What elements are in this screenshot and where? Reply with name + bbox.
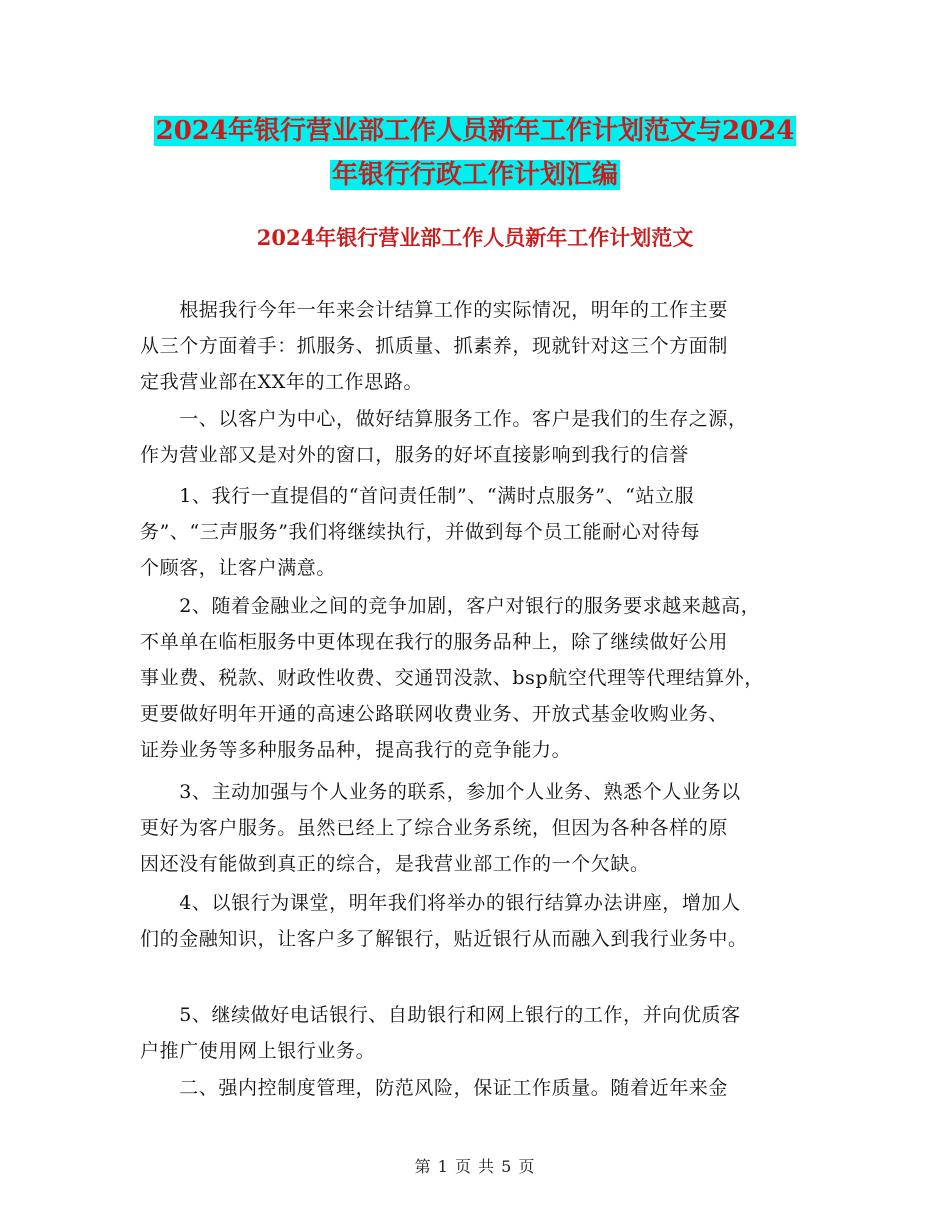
page-number-footer: 第 1 页 共 5 页 — [414, 1157, 536, 1176]
paragraph-item-2 — [140, 588, 820, 768]
paragraph-section-one — [140, 401, 820, 473]
document-title-line-2 — [0, 148, 950, 202]
paragraph-line: 因还没有能做到真正的综合，是我营业部工作的一个欠缺。 — [140, 853, 650, 875]
paragraph-line: 更好为客户服务。虽然已经上了综合业务系统，但因为各种各样的原 — [140, 817, 729, 839]
paragraph-line: 证券业务等多种服务品种，提高我行的竞争能力。 — [140, 739, 572, 761]
paragraph-intro — [140, 292, 820, 400]
document-title-text-2: 年银行行政工作计划汇编 — [331, 160, 618, 190]
paragraph-line: 作为营业部又是对外的窗口，服务的好坏直接影响到我行的信誉 — [140, 444, 689, 466]
paragraph-line: 户推广使用网上银行业务。 — [140, 1040, 376, 1062]
paragraph-line: 一、以客户为中心，做好结算服务工作。客户是我们的生存之源， — [140, 408, 748, 430]
paragraph-line: 们的金融知识，让客户多了解银行，贴近银行从而融入到我行业务中。 — [140, 928, 748, 950]
paragraph-line: 3、主动加强与个人业务的联系，参加个人业务、熟悉个人业务以 — [140, 781, 741, 803]
paragraph-line: 务”、“三声服务”我们将继续执行，并做到每个员工能耐心对待每 — [140, 521, 701, 543]
paragraph-item-4 — [140, 885, 820, 957]
document-title-text-1: 2024年银行营业部工作人员新年工作计划范文与2024 — [155, 116, 795, 146]
paragraph-line: 根据我行今年一年来会计结算工作的实际情况，明年的工作主要 — [140, 299, 729, 321]
paragraph-line: 4、以银行为课堂，明年我们将举办的银行结算办法讲座，增加人 — [140, 892, 741, 914]
paragraph-section-two — [140, 1070, 820, 1106]
paragraph-line: 更要做好明年开通的高速公路联网收费业务、开放式基金收购业务、 — [140, 703, 729, 725]
section-title: 2024年银行营业部工作人员新年工作计划范文 — [256, 225, 694, 250]
paragraph-line: 事业费、税款、财政性收费、交通罚没款、bsp航空代理等代理结算外， — [140, 667, 764, 689]
paragraph-line: 二、强内控制度管理，防范风险，保证工作质量。随着近年来金 — [140, 1077, 729, 1099]
paragraph-item-3 — [140, 774, 820, 882]
paragraph-line: 从三个方面着手：抓服务、抓质量、抓素养，现就针对这三个方面制 — [140, 335, 729, 357]
paragraph-line: 不单单在临柜服务中更体现在我行的服务品种上，除了继续做好公用 — [140, 631, 729, 653]
paragraph-line: 个顾客，让客户满意。 — [140, 557, 337, 579]
paragraph-item-5 — [140, 997, 820, 1069]
paragraph-line: 定我营业部在XX年的工作思路。 — [140, 371, 424, 393]
paragraph-item-1 — [140, 478, 820, 586]
paragraph-line: 2、随着金融业之间的竞争加剧，客户对银行的服务要求越来越高， — [140, 595, 761, 617]
paragraph-line: 5、继续做好电话银行、自助银行和网上银行的工作，并向优质客 — [140, 1004, 741, 1026]
paragraph-line: 1、我行一直提倡的“首问责任制”、“满时点服务”、“站立服 — [140, 485, 695, 507]
